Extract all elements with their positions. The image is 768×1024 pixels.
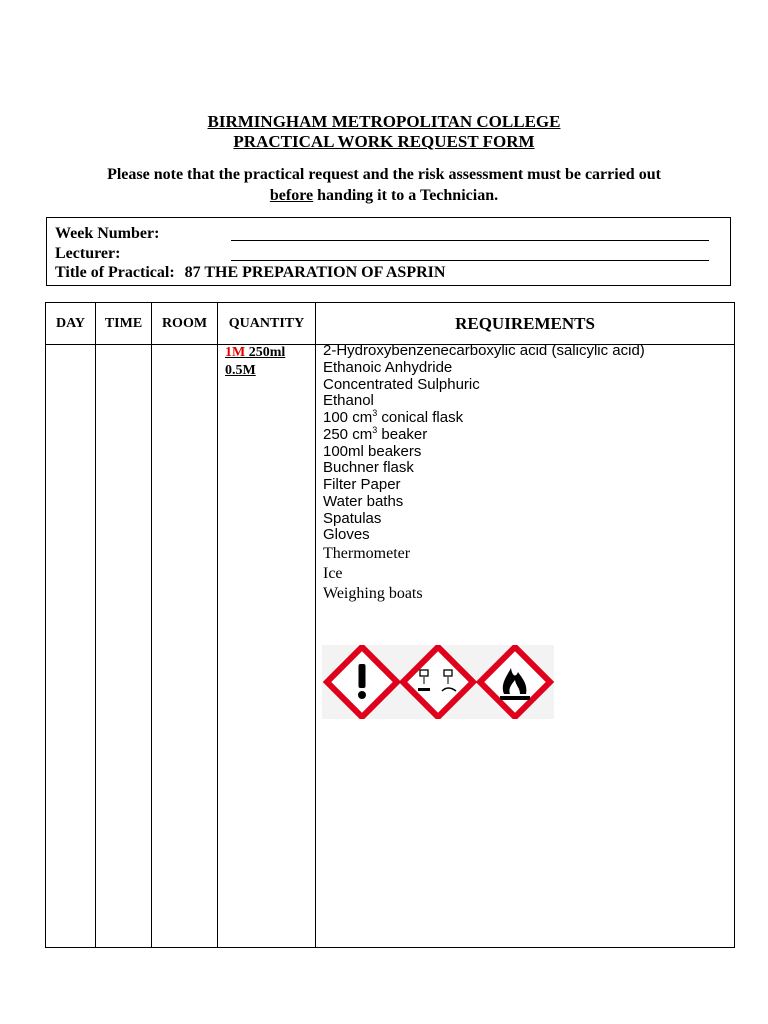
list-item: Spatulas	[323, 509, 382, 527]
practical-title-row	[55, 263, 445, 283]
note-line-1: Please note that the practical request and the risk assessment must be carried out	[107, 166, 661, 183]
practical-info-box	[46, 217, 731, 286]
column-header-quantity: QUANTITY	[228, 316, 305, 331]
requirements-list	[323, 343, 645, 604]
quantity-line-1	[225, 345, 285, 361]
quantity-volume: 250ml	[245, 345, 286, 360]
column-header-requirements: REQUIREMENTS	[455, 314, 595, 333]
superscript: 3	[372, 424, 378, 435]
college-name: BIRMINGHAM METROPOLITAN COLLEGE	[207, 112, 561, 131]
form-title: PRACTICAL WORK REQUEST FORM	[233, 132, 535, 151]
list-item: Concentrated Sulphuric	[323, 375, 480, 393]
requirements-table	[45, 302, 735, 948]
column-header-time: TIME	[104, 316, 143, 331]
list-item: Ice	[323, 565, 343, 582]
col-divider	[315, 303, 316, 947]
col-divider	[95, 303, 96, 947]
note-emphasis: before	[269, 187, 314, 204]
column-header-room: ROOM	[161, 316, 208, 331]
week-number-field[interactable]	[231, 240, 709, 241]
col-divider	[151, 303, 152, 947]
list-item: Thermometer	[323, 545, 411, 562]
week-number-label: Week Number:	[55, 225, 160, 242]
list-item: Ethanoic Anhydride	[323, 358, 453, 376]
list-item	[323, 424, 645, 444]
col-divider	[217, 303, 218, 947]
item-text: beaker	[377, 425, 428, 443]
hazard-pictograms	[322, 645, 554, 719]
quantity-red-value: 1M	[225, 345, 246, 360]
practical-title-value: 87 THE PREPARATION OF ASPRIN	[184, 264, 446, 281]
lecturer-field[interactable]	[231, 260, 709, 261]
note-rest: handing it to a Technician.	[313, 187, 499, 204]
list-item: Weighing boats	[323, 585, 423, 602]
list-item: Filter Paper	[323, 476, 401, 493]
column-header-day: DAY	[55, 316, 86, 331]
quantity-line-2: 0.5M	[225, 363, 256, 378]
list-item: Gloves	[323, 526, 370, 544]
superscript: 3	[372, 408, 378, 418]
lecturer-label: Lecturer:	[55, 245, 121, 262]
practical-title-label: Title of Practical:	[55, 264, 175, 281]
list-item: 100ml beakers	[323, 442, 422, 460]
item-text: 250 cm	[323, 425, 373, 443]
note-line-2	[0, 185, 768, 207]
item-text: 100 cm	[323, 409, 373, 426]
list-item: Buchner flask	[323, 459, 414, 477]
item-text: conical flask	[377, 409, 464, 426]
list-item: Water baths	[323, 492, 404, 510]
list-item: Ethanol	[323, 392, 374, 410]
list-item: 2-Hydroxybenzenecarboxylic acid (salicylic acid)	[323, 342, 645, 359]
